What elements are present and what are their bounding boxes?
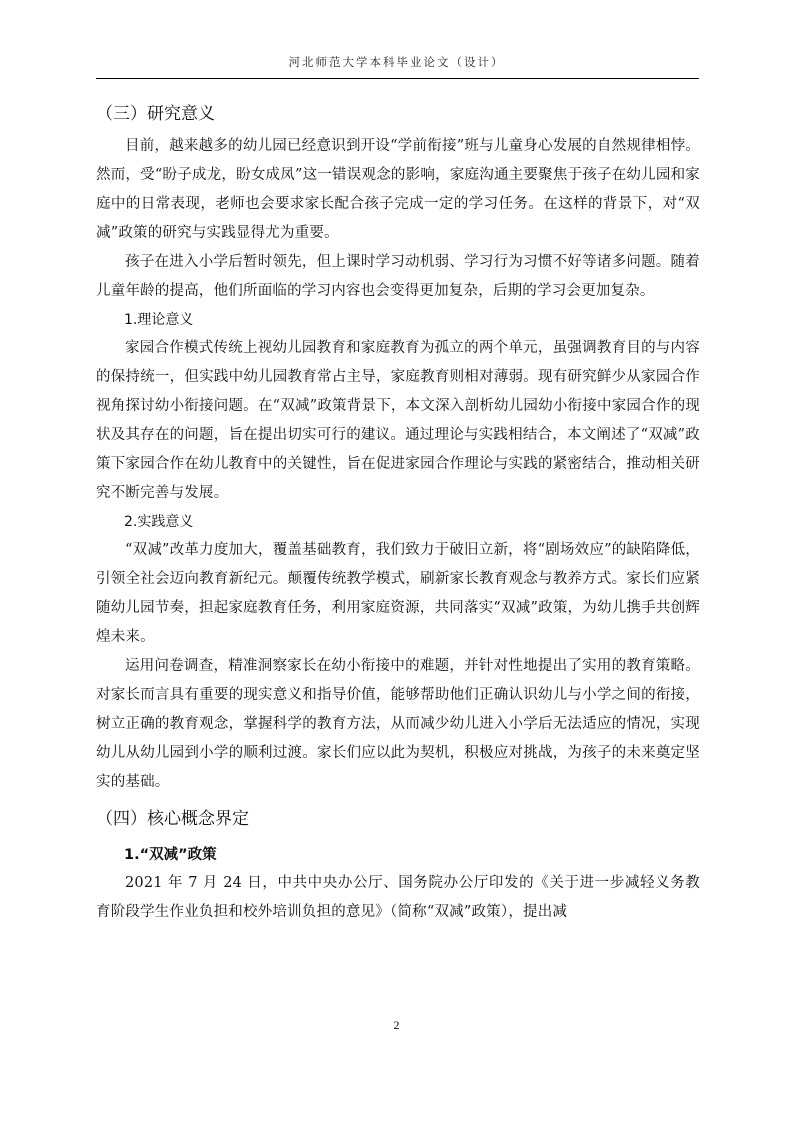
- subsection-heading-theoretical: 1.理论意义: [124, 312, 194, 328]
- page-body: [96, 96, 700, 927]
- paragraph: 2021 年 7 月 24 日，中共中央办公厅、国务院办公厅印发的《关于进一步减轻义务教育阶段学生作业负担和校外培训负担的意见》（简称“双减”政策），提出减: [96, 875, 700, 920]
- page-number: 2: [393, 1018, 400, 1032]
- paragraph: “双减”改革力度加大，覆盖基础教育，我们致力于破旧立新，将“剧场效应”的缺陷降低，引领全社会迈向教育新纪元。颠覆传统教学模式，刷新家长教育观念与教养方式。家长们应紧随幼儿园节奏，担起家庭教育任务，利用家庭资源，共同落实“双减”政策，为幼儿携手共创辉煌未来。: [96, 542, 700, 645]
- paragraph: 运用问卷调查，精准洞察家长在幼小衔接中的难题，并针对性地提出了实用的教育策略。对家长而言具有重要的现实意义和指导价值，能够帮助他们正确认识幼儿与小学之间的衔接，树立正确的教育观念，掌握科学的教育方法，从而减少幼儿进入小学后无法适应的情况，实现幼儿从幼儿园到小学的顺利过渡。家长们应以此为契机，积极应对挑战，为孩子的未来奠定坚实的基础。: [96, 658, 700, 790]
- section-heading-core-concepts: （四）核心概念界定: [96, 809, 249, 829]
- paragraph: 孩子在进入小学后暂时领先，但上课时学习动机弱、学习行为习惯不好等诸多问题。随着儿童年龄的提高，他们所面临的学习内容也会变得更加复杂，后期的学习会更加复杂。: [96, 254, 700, 299]
- section-heading-research-significance: （三）研究意义: [96, 104, 215, 124]
- subsection-heading-double-reduction: 1.“双减”政策: [124, 847, 217, 863]
- header-rule: [96, 78, 699, 79]
- paragraph: 家园合作模式传统上视幼儿园教育和家庭教育为孤立的两个单元，虽强调教育目的与内容的保持统一，但实践中幼儿园教育常占主导，家庭教育则相对薄弱。现有研究鲜少从家园合作视角探讨幼小衔接问题。在“双减”政策背景下，本文深入剖析幼儿园幼小衔接中家园合作的现状及其存在的问题，旨在提出切实可行的建议。通过理论与实践相结合，本文阐述了“双减”政策下家园合作在幼儿教育中的关键性，旨在促进家园合作理论与实践的紧密结合，推动相关研究不断完善与发展。: [96, 340, 700, 501]
- paragraph: 目前，越来越多的幼儿园已经意识到开设“学前衔接”班与儿童身心发展的自然规律相悖。然而，受“盼子成龙，盼女成凤”这一错误观念的影响，家庭沟通主要聚焦于孩子在幼儿园和家庭中的日常表现，老师也会要求家长配合孩子完成一定的学习任务。在这样的背景下，对“双减”政策的研究与实践显得尤为重要。: [96, 138, 700, 241]
- subsection-heading-practical: 2.实践意义: [124, 514, 194, 530]
- running-header: 河北师范大学本科毕业论文（设计）: [288, 55, 505, 69]
